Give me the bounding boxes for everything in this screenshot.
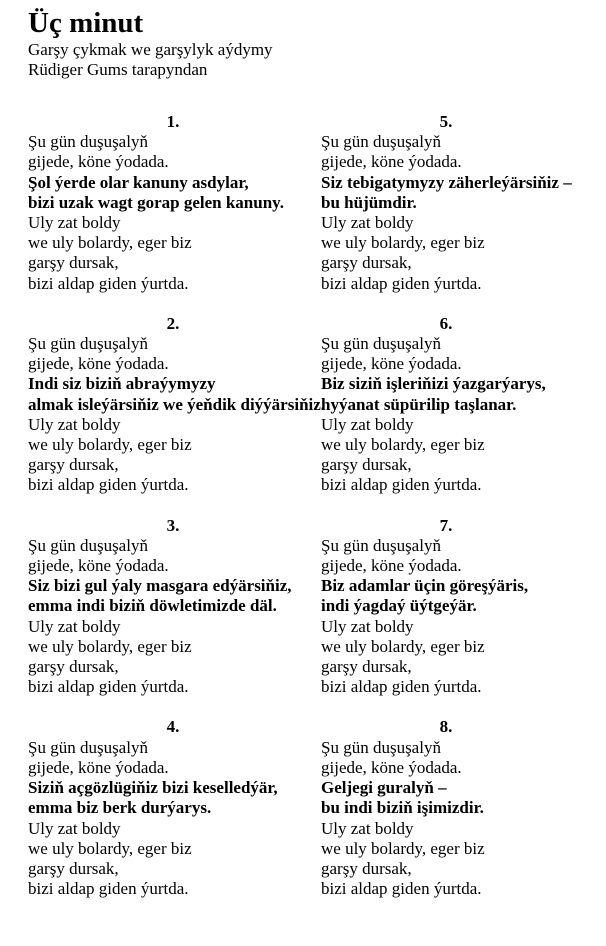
verse-number: 4. (166, 717, 180, 737)
verse-line: Şu gün duşuşalyň (28, 737, 148, 757)
page-title: Üç minut (28, 7, 144, 39)
verse-line: Uly zat boldy (321, 213, 414, 233)
verse-line: gijede, köne ýodada. (321, 152, 462, 172)
verse-line: Şol ýerde olar kanuny asdylar, (28, 172, 249, 192)
verse-line: gijede, köne ýodada. (321, 556, 462, 576)
verse-number: 1. (166, 112, 180, 131)
verse-line: Şu gün duşuşalyň (321, 535, 441, 555)
verse-line: Şu gün duşuşalyň (28, 132, 148, 152)
verse-line: garşy dursak, (28, 455, 119, 475)
verse-line: emma indi biziň döwletimizde däl. (28, 596, 277, 616)
verse-line: gijede, köne ýodada. (321, 757, 462, 777)
verse-line: bizi aldap giden ýurtda. (28, 677, 189, 697)
verse-line: Uly zat boldy (321, 414, 414, 434)
verse-line: garşy dursak, (28, 858, 119, 878)
verse-line: garşy dursak, (321, 253, 412, 273)
verse-line: Şu gün duşuşalyň (28, 334, 148, 354)
verse-block (28, 313, 326, 496)
verse-line: we uly bolardy, eger biz (321, 435, 485, 455)
verse-number: 2. (166, 313, 180, 333)
verse-line: Uly zat boldy (28, 818, 121, 838)
verse-line: almak isleýärsiňiz we ýeňdik diýýärsiňiz. (28, 394, 326, 414)
verse-line: Uly zat boldy (28, 414, 121, 434)
verse-number: 3. (166, 515, 180, 535)
verse-line: emma biz berk durýarys. (28, 798, 212, 818)
verse-line: bizi aldap giden ýurtda. (28, 273, 189, 293)
verses-grid (0, 112, 606, 919)
verse-line: Indi siz biziň abraýymyzy (28, 374, 216, 394)
verse-line: Şu gün duşuşalyň (321, 132, 441, 152)
verse-line: Siziň açgözlügiňiz bizi keselledýär, (28, 778, 278, 798)
verse-line: garşy dursak, (28, 253, 119, 273)
verse-block (28, 516, 318, 698)
verse-line: gijede, köne ýodada. (28, 354, 169, 374)
verse-line: Geljegi guralyň – (321, 778, 447, 798)
verse-line: Uly zat boldy (28, 213, 121, 233)
verse-block (28, 112, 318, 294)
verse-line: we uly bolardy, eger biz (321, 233, 485, 253)
verse-line: bizi uzak wagt gorap gelen kanuny. (28, 192, 284, 212)
verse-line: Uly zat boldy (28, 616, 121, 636)
verse-line: Siz bizi gul ýaly masgara edýärsiňiz, (28, 576, 292, 596)
verse-line: bizi aldap giden ýurtda. (321, 475, 482, 495)
verse-line: Siz tebigatymyzy zäherleýärsiňiz – (321, 172, 572, 192)
verse-block (321, 516, 571, 698)
verse-line: Şu gün duşuşalyň (321, 737, 441, 757)
verse-line: garşy dursak, (321, 455, 412, 475)
verse-block (321, 717, 571, 899)
verse-line: Şu gün duşuşalyň (321, 334, 441, 354)
document-author: Rüdiger Gums tarapyndan (28, 60, 208, 79)
verse-line: bizi aldap giden ýurtda. (321, 879, 482, 899)
verse-number: 7. (439, 515, 453, 535)
verse-line: garşy dursak, (28, 657, 119, 677)
verse-line: bu hüjümdir. (321, 192, 417, 212)
verse-line: gijede, köne ýodada. (321, 354, 462, 374)
verse-number: 8. (439, 717, 453, 737)
verse-line: bizi aldap giden ýurtda. (28, 475, 189, 495)
verse-line: bizi aldap giden ýurtda. (321, 273, 482, 293)
verse-line: we uly bolardy, eger biz (28, 838, 192, 858)
verse-line: gijede, köne ýodada. (28, 152, 169, 172)
verse-line: Şu gün duşuşalyň (28, 535, 148, 555)
verse-line: gijede, köne ýodada. (28, 757, 169, 777)
verse-line: hyýanat süpürilip taşlanar. (321, 394, 517, 414)
verse-line: Biz adamlar üçin göreşýäris, (321, 576, 529, 596)
verse-line: indi ýagdaý üýtgeýär. (321, 596, 477, 616)
verse-line: we uly bolardy, eger biz (28, 435, 192, 455)
verse-line: gijede, köne ýodada. (28, 556, 169, 576)
verse-number: 5. (439, 112, 453, 131)
verse-line: we uly bolardy, eger biz (321, 636, 485, 656)
verse-line: garşy dursak, (321, 657, 412, 677)
verse-block (321, 112, 571, 294)
verse-line: we uly bolardy, eger biz (28, 233, 192, 253)
verse-number: 6. (439, 313, 453, 333)
document-subtitle: Garşy çykmak we garşylyk aýdymy (28, 40, 273, 59)
verse-line: we uly bolardy, eger biz (28, 636, 192, 656)
verse-block (321, 314, 571, 496)
verse-line: bu indi biziň işimizdir. (321, 798, 484, 818)
verse-line: garşy dursak, (321, 858, 412, 878)
verse-line: bizi aldap giden ýurtda. (28, 879, 189, 899)
verse-line: Uly zat boldy (321, 818, 414, 838)
verse-line: Biz siziň işleriňizi ýazgarýarys, (321, 374, 546, 394)
verse-line: we uly bolardy, eger biz (321, 838, 485, 858)
verse-block (28, 717, 318, 899)
verse-line: bizi aldap giden ýurtda. (321, 677, 482, 697)
verse-line: Uly zat boldy (321, 616, 414, 636)
